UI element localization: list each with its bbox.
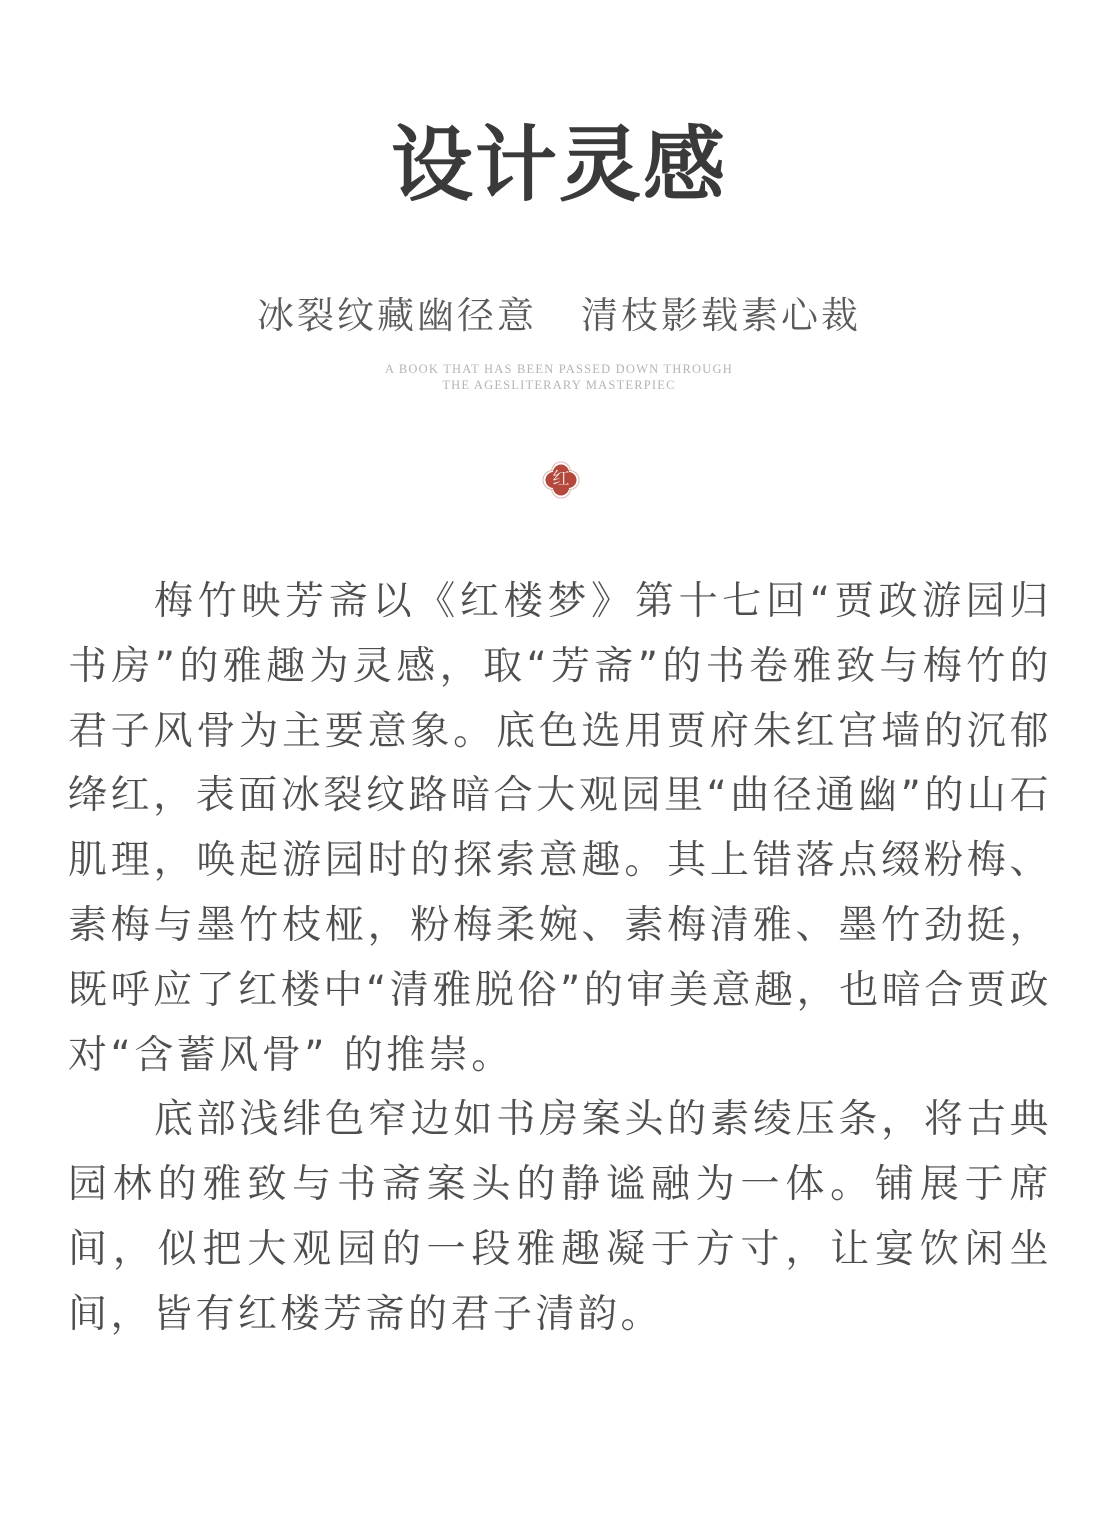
inspiration-body <box>68 570 1052 1348</box>
subtitle-right: 清枝影载素心裁 <box>581 294 861 337</box>
subtitle-left: 冰裂纹藏幽径意 <box>257 294 537 337</box>
red-seal-quatrefoil-icon <box>541 460 581 500</box>
english-tagline-line1: A BOOK THAT HAS BEEN PASSED DOWN THROUGH <box>385 362 733 376</box>
seal-character: 红 <box>552 469 570 489</box>
body-paragraph: 底部浅绯色窄边如书房案头的素绫压条，将古典园林的雅致与书斋案头的静谧融为一体。铺展于席间，似把大观园的一段雅趣凝于方寸，让宴饮闲坐间，皆有红楼芳斋的君子清韵。 <box>68 1097 1052 1337</box>
page-title: 设计灵感 <box>390 118 727 213</box>
subtitle-couplet <box>0 290 1118 342</box>
english-tagline <box>0 361 1118 393</box>
english-tagline-line2: THE AGESLITERARY MASTERPIEC <box>442 378 676 392</box>
body-paragraph: 梅竹映芳斋以《红楼梦》第十七回“贾政游园归书房”的雅趣为灵感，取“芳斋”的书卷雅致与梅竹的君子风骨为主要意象。底色选用贾府朱红宫墙的沉郁绛红，表面冰裂纹路暗合大观园里“曲径通幽”的山石肌理，唤起游园时的探索意趣。其上错落点缀粉梅、素梅与墨竹枝桠，粉梅柔婉、素梅清雅、墨竹劲挺，既呼应了红楼中“清雅脱俗”的审美意趣，也暗合贾政对“含蓄风骨” 的推崇。 <box>68 579 1052 1078</box>
